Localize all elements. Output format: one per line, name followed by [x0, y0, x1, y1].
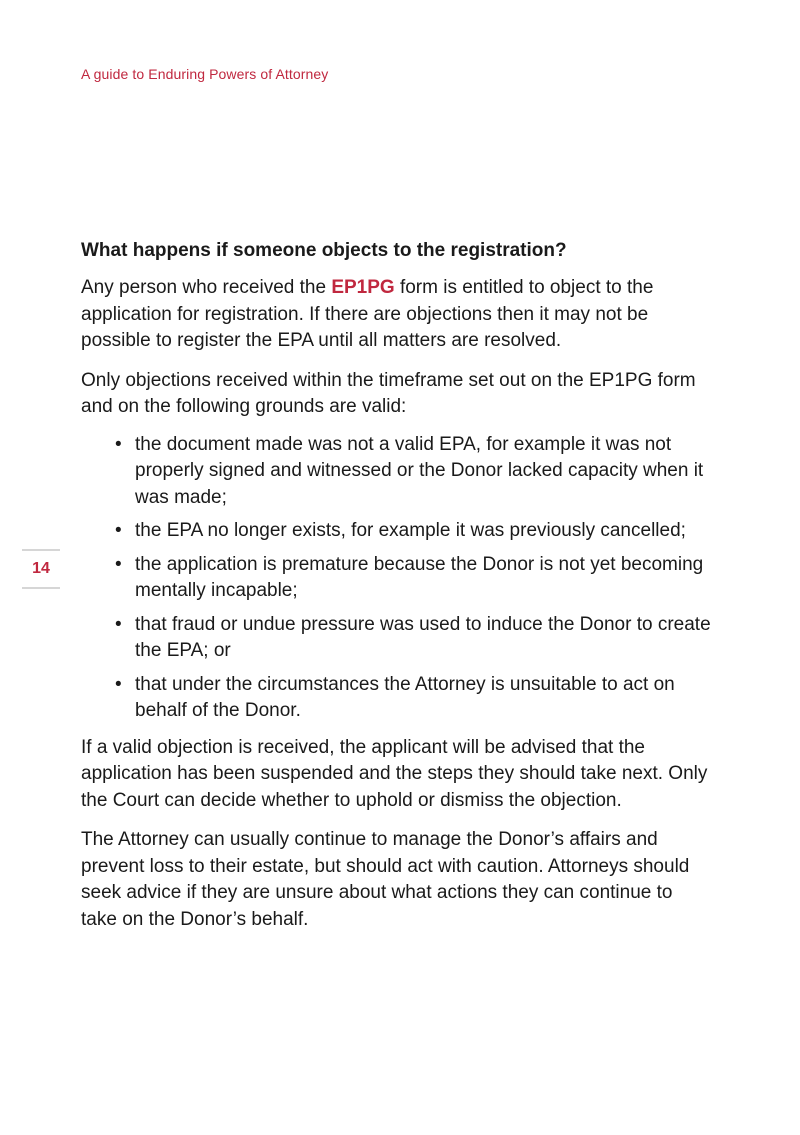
section-heading: What happens if someone objects to the registration?: [81, 240, 567, 261]
list-item: [115, 672, 711, 725]
bullet-icon: •: [115, 673, 122, 695]
list-item: [115, 612, 711, 665]
main-content: [81, 238, 711, 946]
list-item-text: the EPA no longer exists, for example it was previously cancelled;: [135, 520, 686, 541]
page-number: 14: [32, 560, 50, 577]
bullet-icon: •: [115, 520, 122, 541]
grounds-list: [81, 432, 711, 725]
list-item: [115, 432, 711, 512]
list-item: [115, 552, 711, 605]
list-item-text: that under the circumstances the Attorney is unsuitable to act on behalf of the Donor.: [135, 673, 675, 721]
form-reference-ep1pg: EP1PG: [331, 277, 395, 298]
list-item: [115, 518, 711, 545]
list-item-text: the application is premature because the Donor is not yet becoming mentally incapable;: [135, 553, 704, 601]
paragraph-valid-grounds: Only objections received within the timeframe set out on the EP1PG form and on the following grounds are valid:: [81, 369, 696, 417]
page-number-block: [22, 549, 60, 589]
bullet-icon: •: [115, 613, 122, 635]
bullet-icon: •: [115, 553, 122, 575]
bullet-icon: •: [115, 433, 122, 455]
paragraph-text: form is entitled to object to the application for registration. If there are objections then it may not be possible to register the EPA until all matters are resolved.: [81, 277, 654, 351]
paragraph-attorney-caution: The Attorney can usually continue to manage the Donor’s affairs and prevent loss to their estate, but should act with caution. Attorneys should seek advice if they are unsure about what actions they can continue to take on the Donor’s behalf.: [81, 829, 690, 930]
list-item-text: that fraud or undue pressure was used to induce the Donor to create the EPA; or: [135, 613, 711, 661]
paragraph-valid-objection-outcome: If a valid objection is received, the applicant will be advised that the application has been suspended and the steps they should take next. Only the Court can decide whether to uphold or dismiss the objection.: [81, 736, 708, 811]
list-item-text: the document made was not a valid EPA, for example it was not properly signed and witnessed or the Donor lacked capacity when it was made;: [135, 433, 704, 508]
running-header: A guide to Enduring Powers of Attorney: [81, 66, 329, 82]
paragraph-text: Any person who received the: [81, 277, 332, 298]
paragraph-objection-entitlement: [81, 275, 711, 355]
